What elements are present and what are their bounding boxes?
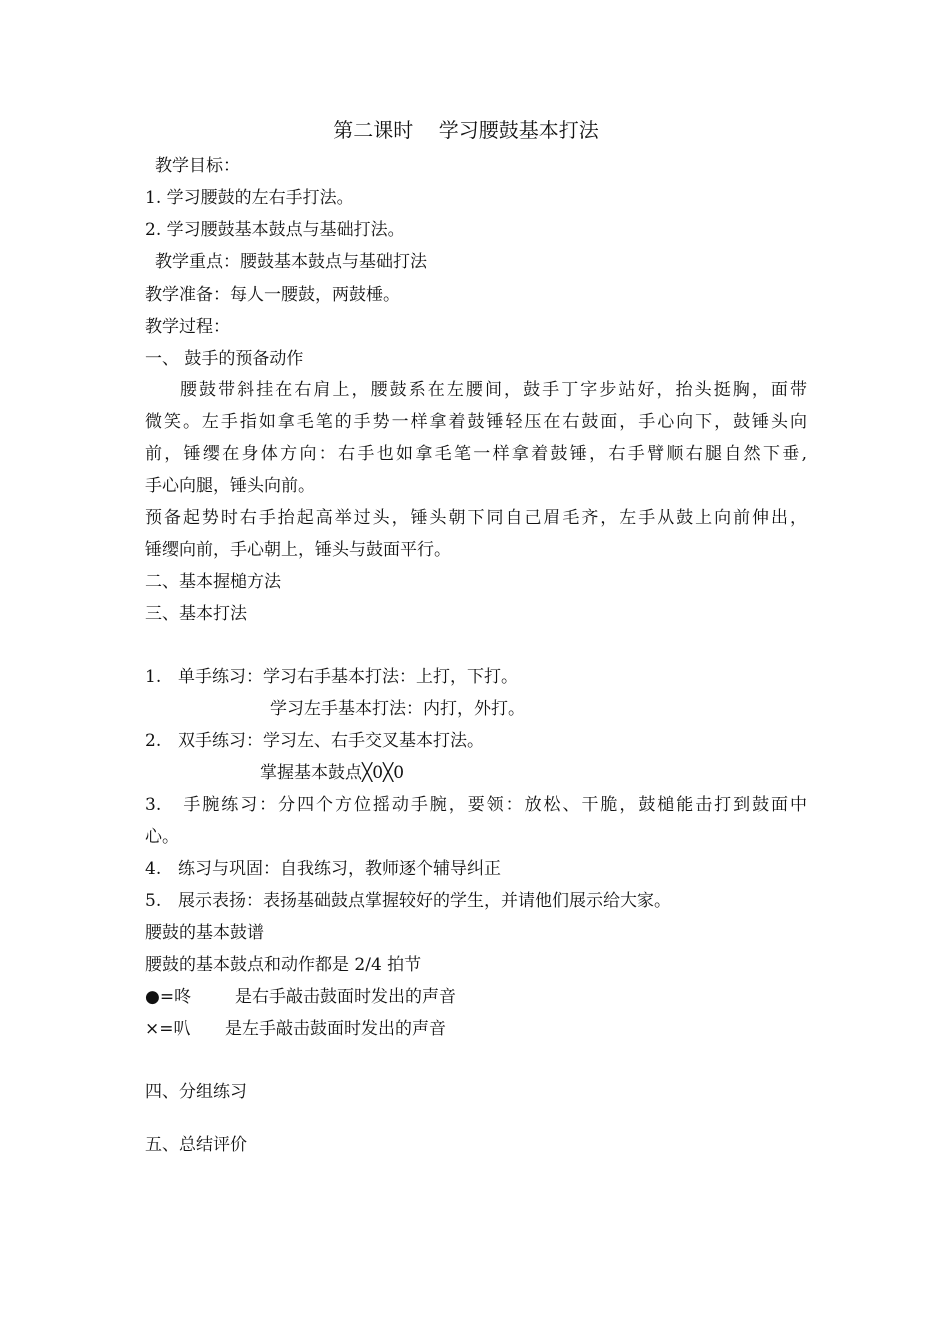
section-1-paragraph-line-4: 手心向腿，锤头向前。 bbox=[145, 476, 315, 496]
section-1-heading: 一、 鼓手的预备动作 bbox=[145, 349, 304, 369]
practice-item-3-number: 3. bbox=[145, 795, 162, 815]
right-hand-desc: 是右手敲击鼓面时发出的声音 bbox=[235, 987, 456, 1007]
section-1-paragraph2-line-1: 预备起势时右手抬起高举过头，锤头朝下同自己眉毛齐，左手从鼓上向前伸出， bbox=[145, 508, 807, 528]
practice-item-3 bbox=[145, 795, 807, 815]
left-hand-symbol: ×=叭 bbox=[145, 1019, 191, 1039]
practice-item-4-number: 4. bbox=[145, 859, 162, 879]
practice-item-5-number: 5. bbox=[145, 891, 162, 911]
practice-item-4-text: 练习与巩固：自我练习，教师逐个辅导纠正 bbox=[178, 859, 501, 879]
drum-score-right-hand bbox=[145, 987, 456, 1007]
preparation: 教学准备：每人一腰鼓，两鼓棰。 bbox=[145, 285, 400, 305]
practice-item-1-number: 1. bbox=[145, 667, 162, 687]
objective-item-1: 1. 学习腰鼓的左右手打法。 bbox=[145, 188, 354, 208]
key-points: 教学重点：腰鼓基本鼓点与基础打法 bbox=[155, 252, 427, 272]
practice-item-3-text: 手腕练习：分四个方位摇动手腕，要领：放松、干脆，鼓槌能击打到鼓面中 bbox=[183, 795, 807, 815]
drum-score-meter: 腰鼓的基本鼓点和动作都是 2/4 拍节 bbox=[145, 955, 422, 975]
left-hand-desc: 是左手敲击鼓面时发出的声音 bbox=[225, 1019, 446, 1039]
section-1-paragraph-line-1: 腰鼓带斜挂在右肩上，腰鼓系在左腰间，鼓手丁字步站好，抬头挺胸，面带 bbox=[180, 380, 807, 400]
objectives-heading: 教学目标： bbox=[155, 156, 240, 176]
practice-item-4 bbox=[145, 859, 501, 879]
section-5-heading: 五、总结评价 bbox=[145, 1135, 247, 1155]
drum-score-left-hand bbox=[145, 1019, 446, 1039]
right-hand-symbol: ●=咚 bbox=[145, 987, 192, 1007]
section-1-paragraph2-line-2: 锤缨向前，手心朝上，锤头与鼓面平行。 bbox=[145, 540, 451, 560]
practice-item-2-number: 2. bbox=[145, 731, 162, 751]
practice-item-1-sub: 学习左手基本打法：内打，外打。 bbox=[270, 699, 525, 719]
section-3-heading: 三、基本打法 bbox=[145, 604, 247, 624]
practice-item-5-text: 展示表扬：表扬基础鼓点掌握较好的学生，并请他们展示给大家。 bbox=[178, 891, 671, 911]
practice-item-2-text: 双手练习：学习左、右手交叉基本打法。 bbox=[178, 731, 484, 751]
practice-item-3-continued: 心。 bbox=[145, 827, 179, 847]
practice-item-2-sub: 掌握基本鼓点╳0╳0 bbox=[260, 763, 405, 783]
page-title: 第二课时 学习腰鼓基本打法 bbox=[333, 118, 599, 142]
drum-score-heading: 腰鼓的基本鼓谱 bbox=[145, 923, 264, 943]
practice-item-1-text: 单手练习：学习右手基本打法：上打，下打。 bbox=[178, 667, 518, 687]
section-4-heading: 四、分组练习 bbox=[145, 1082, 247, 1102]
objective-item-2: 2. 学习腰鼓基本鼓点与基础打法。 bbox=[145, 220, 405, 240]
section-2-heading: 二、基本握槌方法 bbox=[145, 572, 281, 592]
process-heading: 教学过程： bbox=[145, 317, 230, 337]
section-1-paragraph-line-2: 微笑。左手指如拿毛笔的手势一样拿着鼓锤轻压在右鼓面，手心向下，鼓锤头向 bbox=[145, 412, 807, 432]
practice-item-2 bbox=[145, 731, 484, 751]
practice-item-1 bbox=[145, 667, 518, 687]
practice-item-5 bbox=[145, 891, 671, 911]
section-1-paragraph-line-3: 前，锤缨在身体方向：右手也如拿毛笔一样拿着鼓锤，右手臂顺右腿自然下垂, bbox=[145, 444, 807, 464]
